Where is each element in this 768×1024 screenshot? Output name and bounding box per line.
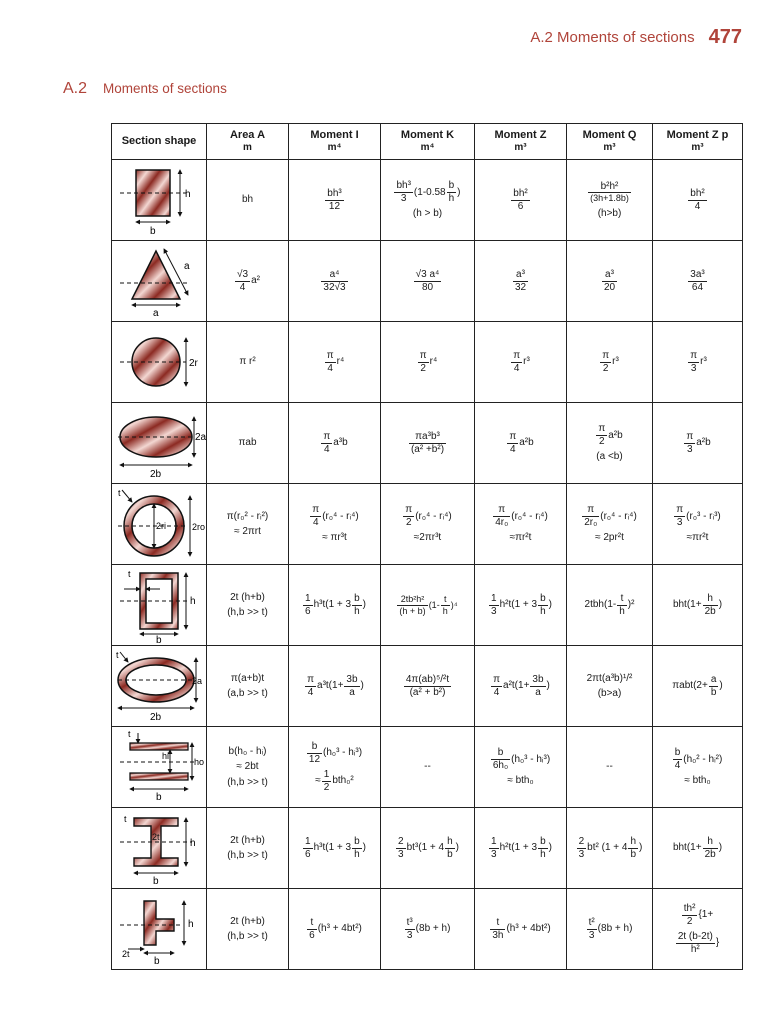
header-row bbox=[112, 124, 743, 160]
table-row bbox=[112, 808, 743, 889]
cell-moment-i: 1 6 h³t(1 + 3 b h ) bbox=[289, 808, 381, 889]
cell-moment-z: π 4r₀ (r₀⁴ - rᵢ⁴) ≈πr²t bbox=[475, 484, 567, 565]
cell-moment-q: $\frac{\text{a³}}{20}$ bbox=[567, 241, 653, 322]
svg-text:b: b bbox=[156, 635, 162, 646]
section-number: A.2 bbox=[63, 80, 88, 97]
svg-text:h: h bbox=[190, 838, 196, 849]
cell-moment-q: -- bbox=[567, 727, 653, 808]
cell-moment-i: t 6 (h³ + 4bt²) bbox=[289, 889, 381, 970]
svg-text:2a: 2a bbox=[192, 676, 203, 686]
table-row bbox=[112, 484, 743, 565]
cell-moment-zp: $\frac{\text{3a³}}{64}$ bbox=[653, 241, 743, 322]
shape-circular-tube bbox=[112, 484, 207, 565]
section-heading bbox=[63, 80, 227, 98]
cell-moment-zp: $\frac{\text{bh²}}{4}$ bbox=[653, 160, 743, 241]
cell-moment-zp: π 3 r³ bbox=[653, 322, 743, 403]
cell-moment-i: b 12 (h₀³ - hᵢ³) ≈ $\frac{1}{2}$ bth₀² bbox=[289, 727, 381, 808]
cell-moment-zp: b 4 (h₀² - hᵢ²) ≈ bth₀ bbox=[653, 727, 743, 808]
cell-moment-z: 1 3 h²t(1 + 3 b h ) bbox=[475, 565, 567, 646]
cell-area: π(a+b)t (a,b >> t) bbox=[207, 646, 289, 727]
svg-text:a: a bbox=[153, 308, 159, 319]
cell-moment-k: t³ 3 (8b + h) bbox=[381, 889, 475, 970]
cell-moment-k: π 2 (r₀⁴ - rᵢ⁴) ≈2πr³t bbox=[381, 484, 475, 565]
cell-moment-k: 2tb²h² (h + b) (1- t h )⁴ bbox=[381, 565, 475, 646]
svg-text:2r: 2r bbox=[189, 358, 198, 369]
svg-text:t: t bbox=[118, 488, 121, 498]
svg-text:ho: ho bbox=[194, 757, 205, 767]
shape-triangle bbox=[112, 241, 207, 322]
cell-moment-z: π 4 a²b bbox=[475, 403, 567, 484]
table-row bbox=[112, 646, 743, 727]
table-row bbox=[112, 565, 743, 646]
page-number: 477 bbox=[708, 26, 742, 48]
svg-text:2b: 2b bbox=[150, 712, 162, 723]
svg-text:h: h bbox=[190, 596, 196, 607]
cell-moment-q: π 2 r³ bbox=[567, 322, 653, 403]
running-head bbox=[0, 26, 742, 49]
svg-text:2b: 2b bbox=[150, 469, 162, 480]
shape-i-beam bbox=[112, 808, 207, 889]
section-title: Moments of sections bbox=[103, 81, 227, 96]
cell-moment-q: t² 3 (8b + h) bbox=[567, 889, 653, 970]
svg-text:b: b bbox=[153, 876, 159, 887]
cell-moment-zp: bht(1+ $\frac{h}{2b}$ ) bbox=[653, 808, 743, 889]
svg-text:a: a bbox=[184, 261, 190, 272]
cell-moment-zp: π 3 a²b bbox=[653, 403, 743, 484]
shape-two-flanges bbox=[112, 727, 207, 808]
cell-moment-q: π 2 a²b (a <b) bbox=[567, 403, 653, 484]
cell-area: √3 4 a² bbox=[207, 241, 289, 322]
shape-rectangle bbox=[112, 160, 207, 241]
table-row bbox=[112, 727, 743, 808]
cell-moment-z: π 4 a²t(1+ $\frac{3b}{a}$ ) bbox=[475, 646, 567, 727]
cell-moment-i: π 4 a³t(1+ $\frac{3b}{a}$ ) bbox=[289, 646, 381, 727]
svg-text:b: b bbox=[150, 226, 156, 237]
running-head-section: A.2 Moments of sections bbox=[530, 29, 695, 46]
cell-moment-i: π 4 r⁴ bbox=[289, 322, 381, 403]
cell-moment-q: π 2r₀ (r₀⁴ - rᵢ⁴) ≈ 2pr²t bbox=[567, 484, 653, 565]
cell-moment-i: $\frac{\text{bh³}}{12}$ bbox=[289, 160, 381, 241]
svg-text:b: b bbox=[154, 956, 160, 967]
table-row bbox=[112, 241, 743, 322]
cell-moment-z: π 4 r³ bbox=[475, 322, 567, 403]
table-row bbox=[112, 889, 743, 970]
col-area: Area A m bbox=[207, 124, 289, 160]
svg-text:t: t bbox=[128, 569, 131, 579]
cell-moment-k: 2 3 bt³(1 + 4 h b ) bbox=[381, 808, 475, 889]
table-row bbox=[112, 160, 743, 241]
cell-moment-zp: th² 2 {1+ 2t (b-2t) h² } bbox=[653, 889, 743, 970]
cell-area: 2t (h+b) (h,b >> t) bbox=[207, 565, 289, 646]
svg-text:2a: 2a bbox=[195, 432, 207, 443]
shape-t-section bbox=[112, 889, 207, 970]
cell-moment-k: $\frac{\text{πa³b³}}{\text{(a² +b²)}}$ bbox=[381, 403, 475, 484]
svg-text:2ri: 2ri bbox=[156, 521, 167, 531]
table-row bbox=[112, 322, 743, 403]
svg-text:t: t bbox=[124, 814, 127, 824]
cell-area: 2t (h+b) (h,b >> t) bbox=[207, 889, 289, 970]
cell-moment-q: 2 3 bt² (1 + 4 h b ) bbox=[567, 808, 653, 889]
cell-area: πab bbox=[207, 403, 289, 484]
col-moment-k: Moment K m⁴ bbox=[381, 124, 475, 160]
cell-moment-i: π 4 a³b bbox=[289, 403, 381, 484]
col-moment-q: Moment Q m³ bbox=[567, 124, 653, 160]
svg-text:hi: hi bbox=[162, 751, 170, 761]
moments-table bbox=[111, 123, 743, 970]
svg-text:b: b bbox=[156, 792, 162, 803]
cell-moment-i: $\frac{\text{a⁴}}{32√3}$ bbox=[289, 241, 381, 322]
svg-text:2t: 2t bbox=[152, 832, 160, 842]
col-moment-z: Moment Z m³ bbox=[475, 124, 567, 160]
svg-text:h: h bbox=[188, 919, 194, 930]
svg-text:t: t bbox=[116, 650, 119, 660]
cell-moment-i: 1 6 h³t(1 + 3 b h ) bbox=[289, 565, 381, 646]
cell-moment-k: $\frac{\text{√3 a⁴}}{80}$ bbox=[381, 241, 475, 322]
cell-area: π(r₀² - rᵢ²) ≈ 2πrt bbox=[207, 484, 289, 565]
table-row bbox=[112, 403, 743, 484]
shape-elliptical-tube bbox=[112, 646, 207, 727]
svg-text:2t: 2t bbox=[122, 949, 130, 959]
col-moment-zp: Moment Z p m³ bbox=[653, 124, 743, 160]
shape-circle bbox=[112, 322, 207, 403]
cell-moment-q: 2tbh(1- t h )² bbox=[567, 565, 653, 646]
cell-moment-zp: πabt(2+ $\frac{a}{b}$ ) bbox=[653, 646, 743, 727]
cell-moment-zp: bht(1+ $\frac{h}{2b}$ ) bbox=[653, 565, 743, 646]
cell-area: bh bbox=[207, 160, 289, 241]
cell-moment-k: bh³ 3 (1-0.58 b h ) (h > b) bbox=[381, 160, 475, 241]
shape-ellipse bbox=[112, 403, 207, 484]
shape-box-section bbox=[112, 565, 207, 646]
cell-moment-z: b 6h₀ (h₀³ - hᵢ³) ≈ bth₀ bbox=[475, 727, 567, 808]
svg-text:2ro: 2ro bbox=[192, 522, 206, 532]
svg-text:h: h bbox=[185, 189, 191, 200]
cell-area: b(h₀ - hᵢ) ≈ 2bt (h,b >> t) bbox=[207, 727, 289, 808]
cell-moment-z: $\frac{\text{a³}}{32}$ bbox=[475, 241, 567, 322]
svg-text:t: t bbox=[128, 729, 131, 739]
cell-moment-z: $\frac{\text{bh²}}{6}$ bbox=[475, 160, 567, 241]
cell-moment-q: 2πt(a³b)¹/² (b>a) bbox=[567, 646, 653, 727]
cell-moment-zp: π 3 (r₀³ - rᵢ³) ≈πr²t bbox=[653, 484, 743, 565]
cell-area: 2t (h+b) (h,b >> t) bbox=[207, 808, 289, 889]
cell-moment-z: 1 3 h²t(1 + 3 b h ) bbox=[475, 808, 567, 889]
cell-moment-q: $\frac{\text{b²h²}}{(3h+1.8b)}$ (h>b) bbox=[567, 160, 653, 241]
cell-moment-k: π 2 r⁴ bbox=[381, 322, 475, 403]
cell-moment-k: -- bbox=[381, 727, 475, 808]
cell-area: π r² bbox=[207, 322, 289, 403]
cell-moment-i: π 4 (r₀⁴ - rᵢ⁴) ≈ πr³t bbox=[289, 484, 381, 565]
col-section-shape: Section shape bbox=[112, 124, 207, 160]
col-moment-i: Moment I m⁴ bbox=[289, 124, 381, 160]
cell-moment-z: t 3h (h³ + 4bt²) bbox=[475, 889, 567, 970]
cell-moment-k: $\frac{\text{4π(ab)⁵/²t}}{\text{(a² + b²)}}$ bbox=[381, 646, 475, 727]
